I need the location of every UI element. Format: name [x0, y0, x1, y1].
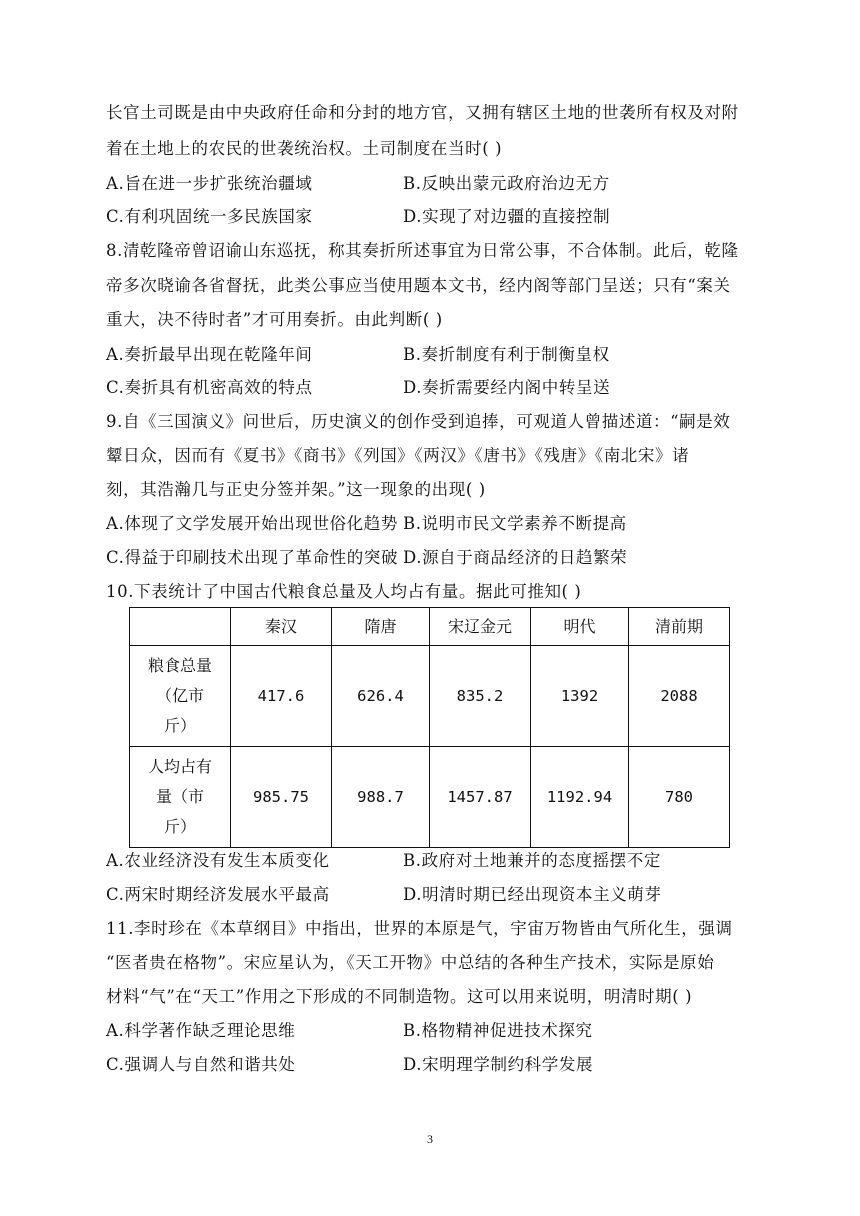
q7-stem-line-1: 长官土司既是由中央政府任命和分封的地方官，又拥有辖区土地的世袭所有权及对附: [106, 103, 739, 122]
q9-option-b: B.说明市民文学素养不断提高: [403, 514, 627, 533]
q11-stem-line-2: “医者贵在格物”。宋应星认为，《天工开物》中总结的各种生产技术，实际是原始: [106, 953, 715, 972]
q9-stem-line-2: 颦日众，因而有《夏书》《商书》《列国》《两汉》《唐书》《残唐》《南北宋》诸: [106, 446, 690, 465]
table-header-cell: 隋唐: [332, 608, 430, 646]
q11-option-b: B.格物精神促进技术探究: [403, 1021, 593, 1040]
table-header-cell: 明代: [531, 608, 629, 646]
q7-stem-line-2: 着在土地上的农民的世袭统治权。土司制度在当时( ): [106, 139, 503, 158]
q9-stem-line-3: 刻，其浩瀚几与正史分签并架。”这一现象的出现( ): [106, 480, 486, 499]
q8-stem-line-1: 8.清乾隆帝曾诏谕山东巡抚，称其奏折所述事宜为日常公事，不合体制。此后，乾隆: [106, 241, 739, 260]
table-row: [130, 747, 730, 848]
table-cell: 1192.94: [531, 747, 629, 848]
table-cell: 2088: [629, 646, 730, 747]
q11-stem-line-3: 材料“气”在“天工”作用之下形成的不同制造物。这可以用来说明，明清时期( ): [106, 987, 693, 1006]
q11-stem-line-1: 11.李时珍在《本草纲目》中指出，世界的本原是气，宇宙万物皆由气所化生，强调: [106, 919, 733, 938]
grain-statistics-table: [129, 607, 730, 848]
q8-option-a: A.奏折最早出现在乾隆年间: [106, 345, 313, 364]
row-label: [130, 646, 231, 747]
table-cell: 1392: [531, 646, 629, 747]
q10-option-b: B.政府对土地兼并的态度摇摆不定: [403, 851, 661, 870]
q8-option-c: C.奏折具有机密高效的特点: [106, 378, 313, 397]
table-cell: 835.2: [430, 646, 531, 747]
row-label-line: 斤）: [163, 716, 196, 735]
q7-option-c: C.有利巩固统一多民族国家: [106, 207, 313, 226]
row-label-line: 斤）: [163, 817, 196, 836]
q7-option-d: D.实现了对边疆的直接控制: [403, 207, 611, 226]
table-header-cell: 宋辽金元: [430, 608, 531, 646]
table-cell: 1457.87: [430, 747, 531, 848]
row-label-line: 人均占有: [147, 757, 212, 776]
row-label-line: （亿市: [155, 686, 204, 705]
q10-option-d: D.明清时期已经出现资本主义萌芽: [403, 885, 662, 904]
q8-stem-line-2: 帝多次晓谕各省督抚，此类公事应当使用题本文书，经内阁等部门呈送；只有“案关: [106, 276, 731, 295]
q10-option-c: C.两宋时期经济发展水平最高: [106, 885, 330, 904]
q9-option-c: C.得益于印刷技术出现了革命性的突破: [106, 548, 399, 567]
q10-stem-line-1: 10.下表统计了中国古代粮食总量及人均占有量。据此可推知( ): [106, 582, 582, 601]
table-cell: 417.6: [231, 646, 332, 747]
q7-option-a: A.旨在进一步扩张统治疆域: [106, 174, 313, 193]
row-label: [130, 747, 231, 848]
q9-option-a: A.体现了文学发展开始出现世俗化趋势: [106, 514, 398, 533]
q10-option-a: A.农业经济没有发生本质变化: [106, 851, 330, 870]
q8-option-d: D.奏折需要经内阁中转呈送: [403, 378, 611, 397]
q8-stem-line-3: 重大，决不待时者”才可用奏折。由此判断( ): [106, 310, 443, 329]
table-header-cell: 秦汉: [231, 608, 332, 646]
table-header-cell: [130, 608, 231, 646]
q11-option-a: A.科学著作缺乏理论思维: [106, 1021, 296, 1040]
q9-stem-line-1: 9.自《三国演义》问世后，历史演义的创作受到追捧，可观道人曾描述道：“嗣是效: [106, 412, 731, 431]
table-cell: 988.7: [332, 747, 430, 848]
q11-option-d: D.宋明理学制约科学发展: [403, 1055, 594, 1074]
table-cell: 985.75: [231, 747, 332, 848]
q8-option-b: B.奏折制度有利于制衡皇权: [403, 345, 610, 364]
table-header-cell: 清前期: [629, 608, 730, 646]
q9-option-d: D.源自于商品经济的日趋繁荣: [403, 548, 628, 567]
row-label-line: 粮食总量: [147, 656, 212, 675]
row-label-line: 量（市: [155, 787, 204, 806]
table-row: [130, 646, 730, 747]
table-cell: 780: [629, 747, 730, 848]
table-header-row: [130, 608, 730, 646]
q7-option-b: B.反映出蒙元政府治边无方: [403, 174, 610, 193]
table-cell: 626.4: [332, 646, 430, 747]
page-number: 3: [427, 1132, 433, 1146]
q11-option-c: C.强调人与自然和谐共处: [106, 1055, 296, 1074]
